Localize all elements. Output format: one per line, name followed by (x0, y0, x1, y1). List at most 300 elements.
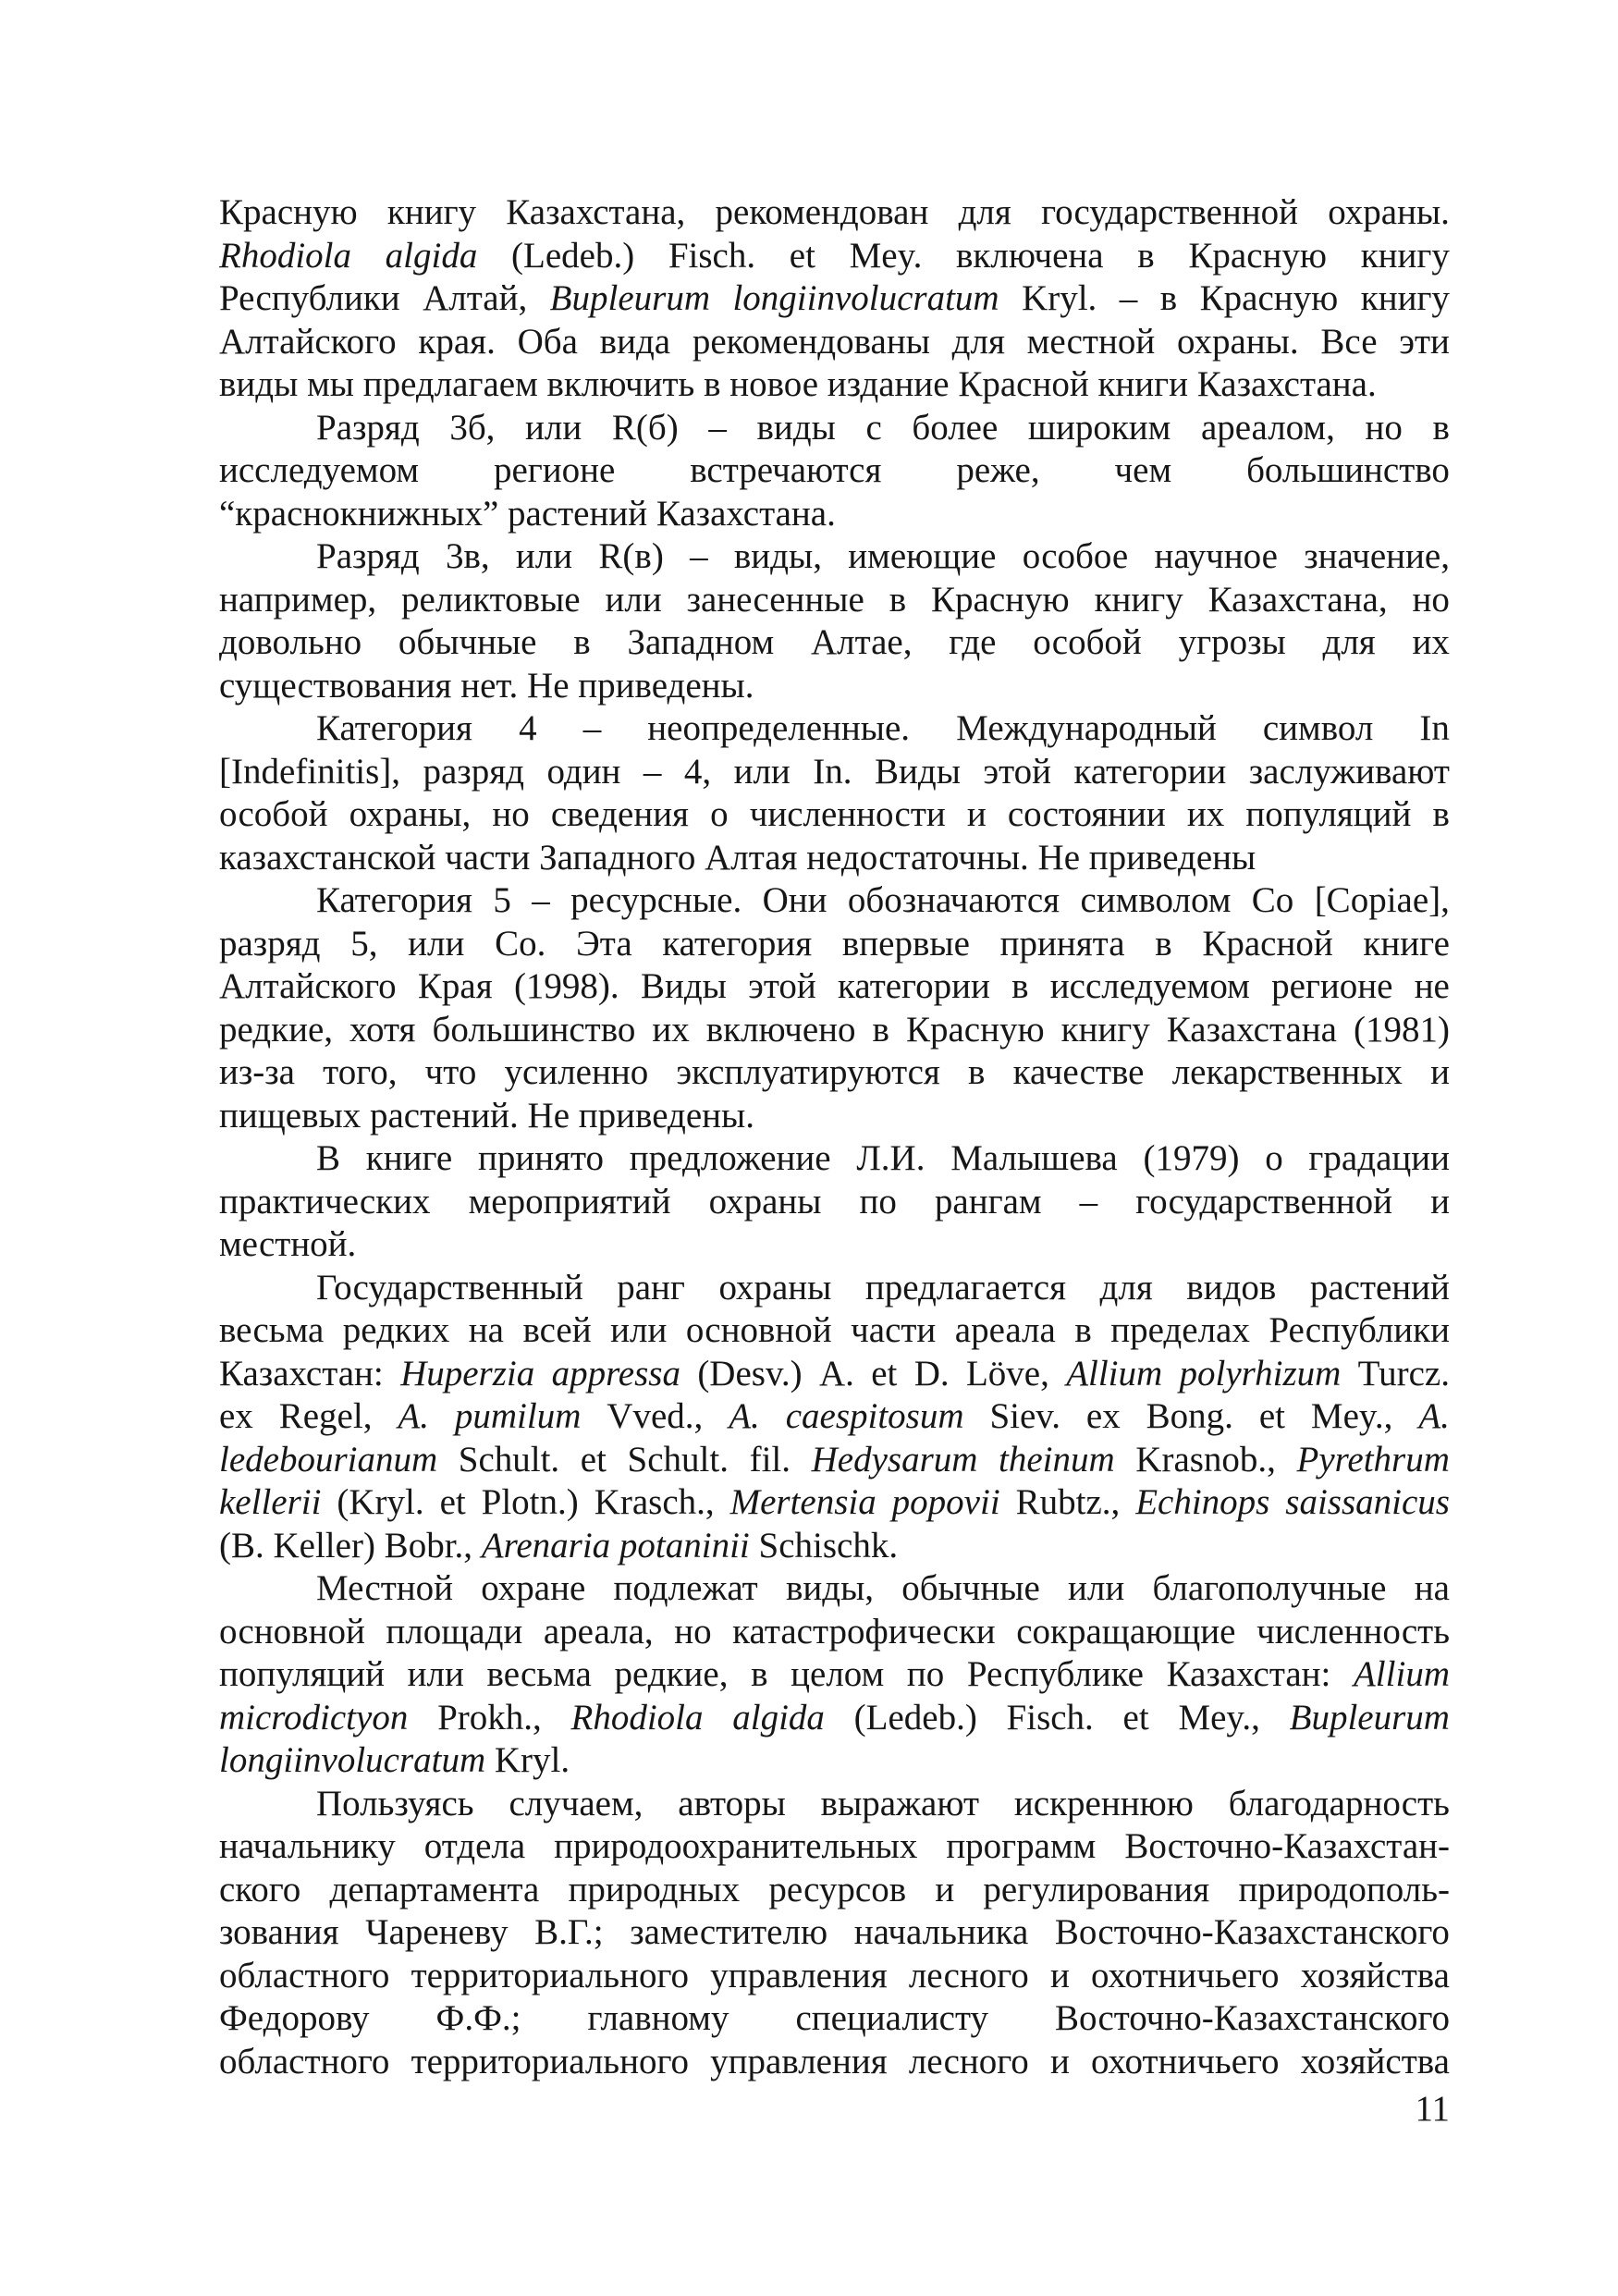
word: Красную (905, 1009, 1045, 1050)
word: et (439, 1482, 466, 1522)
word: численности (749, 794, 946, 834)
word: реже, (956, 450, 1040, 490)
italic-word: Allium (1066, 1353, 1163, 1394)
word: Mey., (1178, 1697, 1260, 1737)
word: Алтай, (423, 278, 528, 318)
word: Восточно-Казахстанского (1054, 1998, 1450, 2038)
word: ского (219, 1869, 301, 1909)
text-line (219, 277, 1450, 321)
word: целом (791, 1654, 885, 1694)
italic-word: Hedysarum (811, 1439, 978, 1480)
word: 5 (493, 880, 511, 920)
word: их (1186, 794, 1225, 834)
word: книгу (1060, 1009, 1150, 1050)
word: книге (1363, 923, 1450, 964)
word: книгу (1094, 579, 1183, 620)
word: площади (386, 1611, 523, 1651)
word: предлагается (864, 1267, 1067, 1308)
word: (Kryl. (337, 1482, 424, 1522)
word: Co. (495, 923, 546, 964)
text-line (219, 1137, 1450, 1181)
word: и (1049, 1955, 1070, 1995)
word: Plotn.) (481, 1482, 579, 1522)
word: Категория (316, 708, 472, 748)
word: или (407, 1654, 464, 1694)
word: сокращающие (1016, 1611, 1236, 1651)
word: широким (1027, 407, 1171, 448)
word: Восточно-Казахстанского (1054, 1912, 1450, 1952)
text-line (219, 1009, 1450, 1052)
word: Чареневу (365, 1912, 509, 1952)
word: В (316, 1138, 341, 1178)
word: Республики (1269, 1310, 1450, 1350)
word: ex (1085, 1396, 1121, 1436)
word: – (643, 751, 662, 792)
word: хотя (349, 1009, 416, 1050)
word: и (1430, 1181, 1450, 1222)
word: и (935, 1869, 955, 1909)
text-line (219, 535, 1450, 579)
word: численность (1256, 1611, 1450, 1651)
word: хозяйства (1300, 2041, 1450, 2081)
word: R(в) (598, 536, 664, 576)
word: рекомендованы (692, 321, 930, 362)
word: популяций (1245, 794, 1412, 834)
word: областного (219, 2041, 390, 2081)
italic-run: Arenaria potaninii (481, 1525, 750, 1565)
word: главному (587, 1998, 729, 2038)
word: – (582, 708, 602, 748)
word: но (1365, 407, 1403, 448)
word: Schult. (627, 1439, 729, 1480)
word: лесного (908, 2041, 1029, 2081)
word: особое (1022, 536, 1129, 576)
word: для (951, 321, 1005, 362)
word: Rubtz., (1015, 1482, 1121, 1522)
word: природоохранительных (554, 1826, 918, 1866)
word: 4, (683, 751, 712, 792)
text-line (219, 1267, 1450, 1310)
word: основной (685, 1310, 832, 1350)
word: охраны (708, 1181, 822, 1222)
word: или (525, 407, 582, 448)
word: et (789, 235, 815, 276)
word: катастрофически (732, 1611, 996, 1651)
word: по (906, 1654, 945, 1694)
italic-word: algida (385, 235, 478, 276)
word: принята (999, 923, 1125, 964)
text-line (219, 1353, 1450, 1396)
word: ранг (617, 1267, 685, 1308)
word: ареала (954, 1310, 1056, 1350)
word: в (968, 1052, 986, 1092)
word: в (889, 579, 907, 620)
word: (1981) (1354, 1009, 1450, 1050)
word: et (1122, 1697, 1149, 1737)
word: Государственный (316, 1267, 583, 1308)
word: Виды (640, 966, 727, 1006)
word: символом (1080, 880, 1232, 920)
word: в (1137, 235, 1155, 276)
word: ареалом, (1200, 407, 1335, 448)
text-run: виды мы предлагаем включить в новое издание Красной книги Казахстана. (219, 364, 1377, 404)
word: Co (1251, 880, 1294, 920)
word: категории (838, 966, 990, 1006)
word: начальника (853, 1912, 1029, 1952)
word: Федорову (219, 1998, 370, 2038)
word: D. (913, 1353, 950, 1394)
text-line (219, 1911, 1450, 1955)
text-line (219, 1439, 1450, 1482)
word: занесенные (686, 579, 864, 620)
word: территориального (411, 2041, 689, 2081)
word: рекомендован (715, 192, 929, 232)
word: популяций (219, 1654, 386, 1694)
italic-word: saissanicus (1285, 1482, 1450, 1522)
text-line (219, 1739, 1450, 1783)
word: их (1412, 622, 1450, 662)
word: книгу (1360, 278, 1450, 318)
word: Республики (219, 278, 400, 318)
italic-word: appressa (551, 1353, 680, 1394)
word: практических (219, 1181, 431, 1222)
word: fil. (749, 1439, 791, 1480)
word: подлежат (613, 1568, 758, 1608)
word: Kryl. (1022, 278, 1097, 318)
italic-word: caespitosum (785, 1396, 964, 1436)
word: – (532, 880, 550, 920)
word: усиленно (504, 1052, 649, 1092)
word: редкие, (219, 1009, 334, 1050)
word: Regel, (278, 1396, 373, 1436)
word: в (573, 622, 591, 662)
word: их (652, 1009, 690, 1050)
word: качестве (1012, 1052, 1145, 1092)
word: Казахстана, (506, 192, 686, 232)
word: благополучные (1152, 1568, 1387, 1608)
text-line (219, 707, 1450, 751)
word: [Indefinitis], (219, 751, 401, 792)
word: искреннюю (1013, 1783, 1194, 1823)
italic-word: algida (732, 1697, 825, 1737)
word: значение, (1304, 536, 1450, 576)
word: в (1432, 407, 1450, 448)
word: для (958, 192, 1011, 232)
word: ресурсов (768, 1869, 907, 1909)
word: регионе (493, 450, 616, 490)
word: редкие, (614, 1654, 729, 1694)
italic-word: Echinops (1135, 1482, 1270, 1522)
word: В.Г.; (534, 1912, 604, 1952)
word: или (408, 923, 465, 964)
word: Красную (1199, 278, 1339, 318)
italic-word: A. (729, 1396, 760, 1436)
word: но (492, 794, 530, 834)
word: редких (342, 1310, 450, 1350)
word: природных (568, 1869, 741, 1909)
text-line (219, 579, 1450, 622)
text-line (219, 837, 1450, 880)
word: для (1099, 1267, 1153, 1308)
word: Эта (576, 923, 632, 964)
word: эксплуатируются (676, 1052, 940, 1092)
word: сведения (550, 794, 690, 834)
word: Mey., (1310, 1396, 1393, 1436)
word: R(б) (611, 407, 679, 448)
word: Schult. (458, 1439, 560, 1480)
word: на (1414, 1568, 1450, 1608)
word: регулирования (983, 1869, 1210, 1909)
word: охраны (718, 1267, 832, 1308)
word: территориального (411, 1955, 689, 1995)
word: Алтае, (810, 622, 913, 662)
italic-word: pumilum (454, 1396, 582, 1436)
word: государственной (1135, 1181, 1393, 1222)
text-line (219, 621, 1450, 665)
word: – (708, 407, 727, 448)
word: с (865, 407, 882, 448)
italic-word: A. (398, 1396, 429, 1436)
italic-word: Bupleurum (1289, 1697, 1450, 1737)
word: регионе (1271, 966, 1393, 1006)
word: где (949, 622, 997, 662)
word: основной (219, 1611, 365, 1651)
word: обычные (901, 1568, 1040, 1608)
word: местной (1026, 321, 1156, 362)
word: (Ledeb.) (853, 1697, 977, 1737)
text-line (219, 923, 1450, 966)
word: Л.И. (856, 1138, 925, 1178)
word: Западном (627, 622, 775, 662)
word: для (1322, 622, 1376, 662)
word: et (871, 1353, 898, 1394)
text-line (219, 1051, 1450, 1095)
text-line (219, 1567, 1450, 1611)
text-run: Kryl. (485, 1740, 570, 1780)
text-line (219, 449, 1450, 493)
word: или (733, 751, 791, 792)
word: et (580, 1439, 607, 1480)
word: 3в, (445, 536, 490, 576)
word: – (1119, 278, 1138, 318)
word: части (851, 1310, 937, 1350)
word: хозяйства (1300, 1955, 1450, 1995)
word: угрозы (1178, 622, 1286, 662)
word: заместителю (630, 1912, 828, 1952)
word: виды (756, 407, 836, 448)
text-line (219, 665, 1450, 708)
word: управления (710, 1955, 888, 1995)
word: или (515, 536, 573, 576)
word: Казахстан: (1166, 1654, 1331, 1694)
italic-word: microdictyon (219, 1697, 409, 1737)
word: исследуемом (1049, 966, 1250, 1006)
word: In (1419, 708, 1450, 748)
word: начальнику (219, 1826, 396, 1866)
word: специалисту (795, 1998, 988, 2038)
word: большинство (432, 1009, 636, 1050)
word: 4 (519, 708, 537, 748)
word: градации (1308, 1138, 1450, 1178)
word: по (859, 1181, 897, 1222)
word: в (1074, 1310, 1092, 1350)
word: вида (599, 321, 671, 362)
text-line (219, 1697, 1450, 1740)
word: встречаются (690, 450, 882, 490)
word: Края (417, 966, 493, 1006)
word: Красной (1202, 923, 1333, 964)
text-line (219, 1223, 1450, 1267)
word: (1998). (513, 966, 619, 1006)
word: о (710, 794, 729, 834)
word: (Ledeb.) (511, 235, 635, 276)
text-line (219, 1309, 1450, 1353)
word: Fisch. (1006, 1697, 1094, 1737)
word: в (872, 1009, 889, 1050)
word: принято (477, 1138, 605, 1178)
word: Красную (1188, 235, 1328, 276)
word: Ф.Ф.; (435, 1998, 521, 2038)
word: особой (219, 794, 328, 834)
word: и (1049, 2041, 1070, 2081)
text-line (219, 363, 1450, 407)
text-line (219, 1611, 1450, 1654)
word: Vved., (607, 1396, 704, 1436)
word: категория (662, 923, 813, 964)
text-run: существования нет. Не приведены. (219, 665, 754, 706)
italic-word: A. (1418, 1396, 1450, 1436)
italic-word: Mertensia (729, 1482, 876, 1522)
word: департамента (329, 1869, 540, 1909)
word: (Desv.) (697, 1353, 803, 1394)
word: природополь- (1238, 1869, 1450, 1909)
word: A. (818, 1353, 854, 1394)
word: в (751, 1654, 768, 1694)
text-line (219, 321, 1450, 364)
text-line (219, 1181, 1450, 1224)
word: этой (748, 966, 816, 1006)
word: лесного (908, 1955, 1029, 1995)
word: имеющие (848, 536, 997, 576)
word: государственной (1041, 192, 1299, 232)
word: Fisch. (668, 235, 756, 276)
word: охраны. (1176, 321, 1299, 362)
word: [Copiae], (1314, 880, 1450, 920)
word: охране (481, 1568, 586, 1608)
word: Krasch., (594, 1482, 715, 1522)
word: исследуемом (219, 450, 420, 490)
word: категории (1073, 751, 1227, 792)
word: Алтайского (219, 321, 397, 362)
text-line (219, 1825, 1450, 1869)
word: большинство (1246, 450, 1450, 490)
text-line (219, 1525, 1450, 1568)
italic-word: Allium (1353, 1654, 1450, 1694)
italic-word: ledebourianum (219, 1439, 438, 1480)
word: довольно (219, 622, 362, 662)
italic-word: Rhodiola (570, 1697, 704, 1737)
word: Категория (316, 880, 472, 920)
word: в (1011, 966, 1029, 1006)
word: Местной (316, 1568, 454, 1608)
word: благодарность (1228, 1783, 1450, 1823)
word: 3б, (449, 407, 496, 448)
word: авторы (678, 1783, 786, 1823)
word: всей (522, 1310, 592, 1350)
text-line (219, 879, 1450, 923)
italic-word: Huperzia (400, 1353, 535, 1394)
word: научное (1154, 536, 1278, 576)
word: особой (1033, 622, 1142, 662)
word: Разряд (316, 407, 420, 448)
word: Малышева (950, 1138, 1118, 1178)
text-line (219, 1869, 1450, 1912)
word: обычные (398, 622, 537, 662)
word: 5, (350, 923, 378, 964)
italic-word: Rhodiola (219, 235, 351, 276)
text-line (219, 1783, 1450, 1826)
word: областного (219, 1955, 390, 1995)
italic-run: longiinvolucratum (219, 1740, 486, 1780)
text-line (219, 2041, 1450, 2084)
word: In. (813, 751, 852, 792)
word: выражают (820, 1783, 980, 1823)
word: лекарственных (1171, 1052, 1403, 1092)
word: (1979) (1143, 1138, 1240, 1178)
word: впервые (841, 923, 970, 964)
text-line (219, 1653, 1450, 1697)
text-line (219, 235, 1450, 278)
word: края. (418, 321, 496, 362)
word: в (1159, 278, 1178, 318)
word: Bong. (1146, 1396, 1233, 1436)
word: Восточно-Казахстан- (1124, 1826, 1450, 1866)
word: или (610, 1310, 668, 1350)
word: разряд (423, 751, 524, 792)
word: Turcz. (1357, 1353, 1450, 1394)
word: символ (1262, 708, 1374, 748)
word: Krasnob., (1135, 1439, 1276, 1480)
word: Prokh., (437, 1697, 542, 1737)
word: Казахстана, (1207, 579, 1388, 620)
word: о (1265, 1138, 1283, 1178)
word: разряд (219, 923, 321, 964)
word: охраны. (1328, 192, 1450, 232)
italic-word: kellerii (219, 1482, 322, 1522)
word: ресурсные. (570, 880, 742, 920)
word: на (468, 1310, 504, 1350)
text-run: местной. (219, 1224, 357, 1264)
text-run: (B. Keller) Bobr., (219, 1525, 482, 1565)
italic-word: popovii (891, 1482, 1000, 1522)
text-run: “краснокнижных” растений Казахстана. (219, 493, 836, 534)
page-number: 11 (1415, 2089, 1450, 2129)
word: чем (1114, 450, 1172, 490)
word: Все (1320, 321, 1378, 362)
word: охотничьего (1090, 2041, 1280, 2081)
word: Виды (875, 751, 961, 792)
word: или (1068, 1568, 1125, 1608)
word: реликтовые (401, 579, 581, 620)
word: Красную (931, 579, 1070, 620)
text-run: пищевых растений. Не приведены. (219, 1095, 754, 1136)
word: виды, (785, 1568, 875, 1608)
word: включено (705, 1009, 856, 1050)
word: и (966, 794, 987, 834)
text-line (219, 191, 1450, 235)
word: в (1155, 923, 1172, 964)
word: что (424, 1052, 477, 1092)
